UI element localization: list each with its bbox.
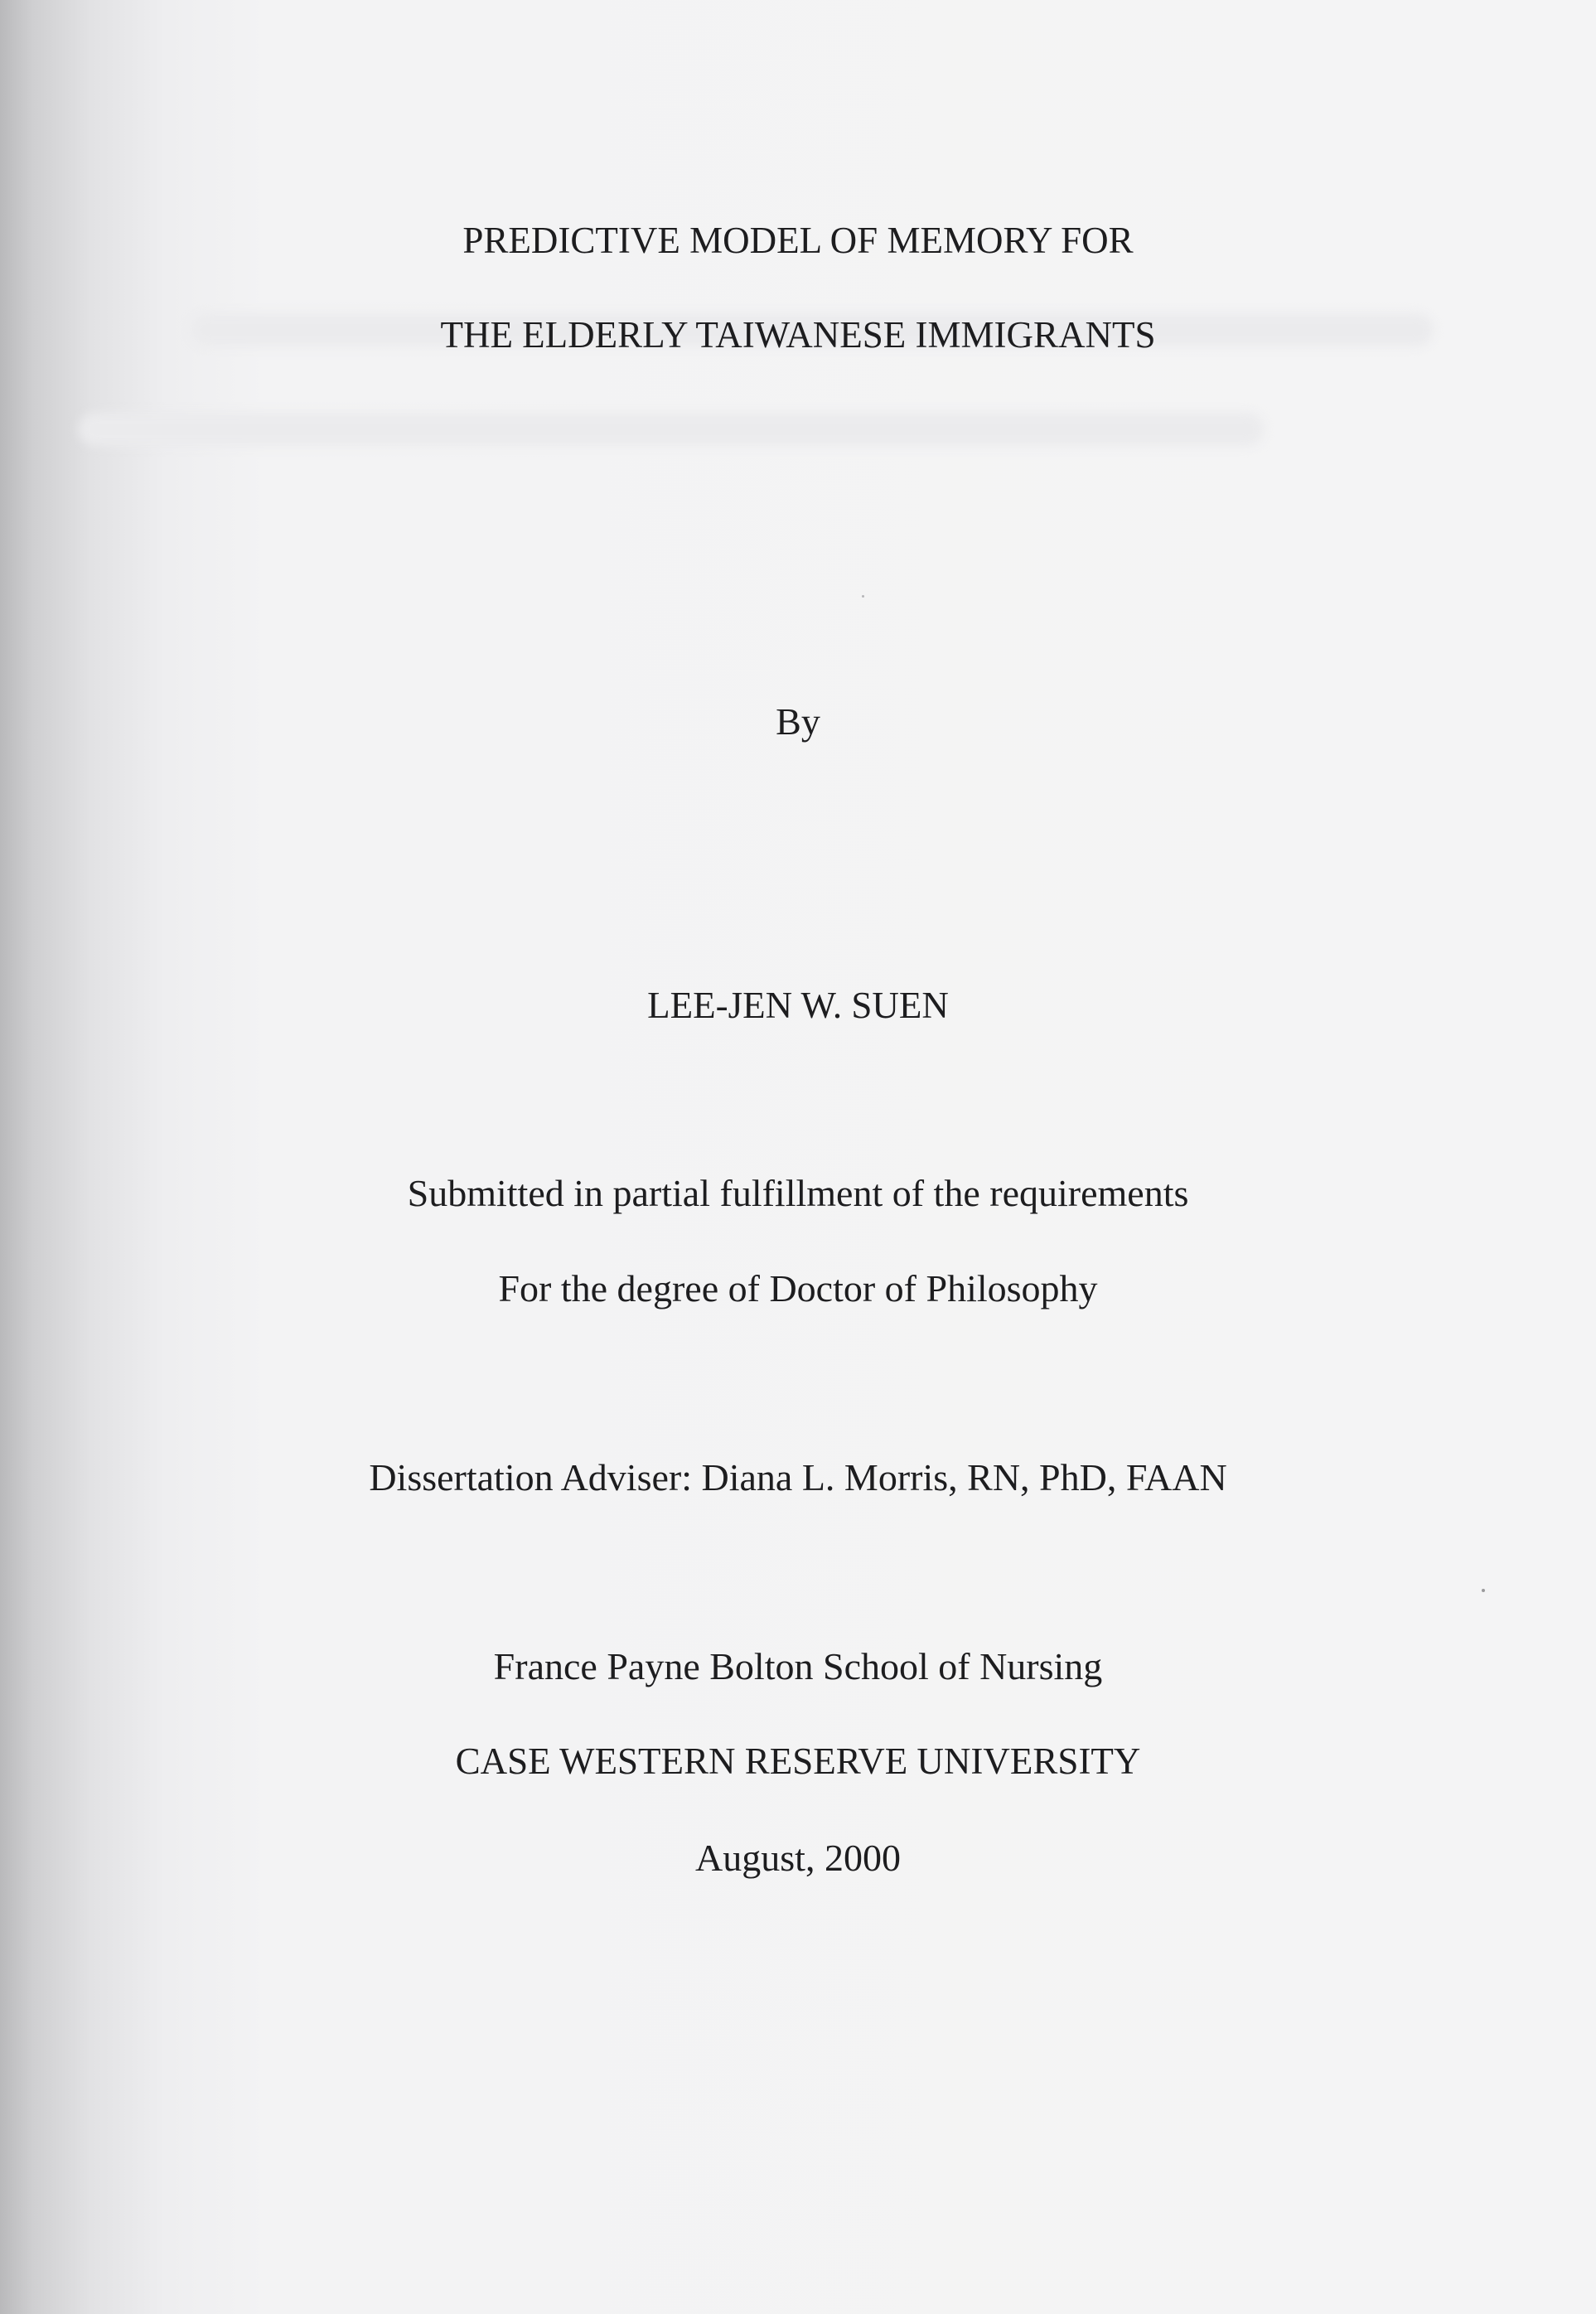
title-line-1: PREDICTIVE MODEL OF MEMORY FOR: [462, 220, 1134, 261]
show-through-shadow-2: [79, 413, 1264, 446]
by-label: By: [776, 700, 820, 743]
submission-line-2: For the degree of Doctor of Philosophy: [498, 1267, 1098, 1309]
dust-speck: [1482, 1589, 1485, 1592]
school-name: France Payne Bolton School of Nursing: [493, 1645, 1103, 1687]
title-line-2: THE ELDERLY TAIWANESE IMMIGRANTS: [440, 314, 1156, 356]
author-name: LEE-JEN W. SUEN: [647, 985, 949, 1026]
dust-speck: [862, 595, 864, 598]
university-name: CASE WESTERN RESERVE UNIVERSITY: [455, 1740, 1141, 1782]
submission-date: August, 2000: [695, 1837, 901, 1879]
dissertation-adviser: Dissertation Adviser: Diana L. Morris, RN, PhD, FAAN: [369, 1456, 1227, 1498]
submission-line-1: Submitted in partial fulfillment of the requirements: [407, 1172, 1189, 1214]
